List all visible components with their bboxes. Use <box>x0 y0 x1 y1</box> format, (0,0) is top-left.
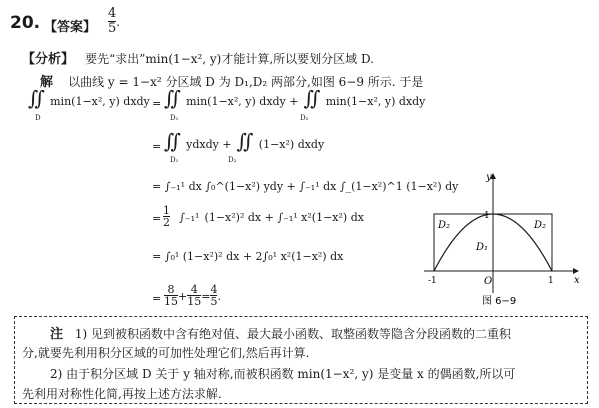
x-tick-neg1: -1 <box>428 276 437 286</box>
answer-numerator: 4 <box>108 6 117 21</box>
note-p2-line2: 先利用对称性化简,再按上述方法求解. <box>22 387 222 401</box>
eq-sign-4: = <box>152 212 162 225</box>
eq-sign-1: = <box>152 97 162 110</box>
plus-sign: + <box>178 290 188 303</box>
note-p1-line2: 分,就要先利用积分区域的可加性处理它们,然后再计算. <box>22 346 310 360</box>
fraction-num: 4 <box>210 283 218 296</box>
region-d2-left-label: D₂ <box>438 220 451 231</box>
x-tick-pos1: 1 <box>548 276 554 286</box>
eq-line-4 <box>163 205 364 228</box>
eq-line-3: = ∫₋₁¹ dx ∫₀^(1−x²) ydy + ∫₋₁¹ dx ∫_(1−x²)^1 (1−x²) dy <box>152 180 459 193</box>
lhs-domain: D <box>35 114 41 122</box>
region-d2-right-label: D₂ <box>534 220 547 231</box>
question-number: 20. <box>10 13 41 33</box>
double-integral-sign: ∬ <box>164 86 182 110</box>
double-integral-sign: ∬ <box>303 86 321 110</box>
line4-rest: (1−x²)² dx + ∫₋₁¹ x²(1−x²) dx <box>204 211 364 224</box>
fraction-den: 15 <box>187 295 202 308</box>
eq-line-1-rhs <box>164 88 425 109</box>
eq-sign-6: = <box>152 292 162 305</box>
note-label: 注 <box>50 327 64 342</box>
sub-d1: D₁ <box>170 114 179 122</box>
half-num: 1 <box>163 204 170 217</box>
y-axis-label: y <box>486 172 492 183</box>
eq-line-6: $\frac{8}{15}$ + $\frac{4}{15}$ = $\frac{4}{5}$ . <box>164 283 221 308</box>
answer-fraction <box>108 7 120 36</box>
half-den: 2 <box>163 216 170 229</box>
note-p2-line1: 2) 由于积分区域 D 关于 y 轴对称,而被积函数 min(1−x², y) 是变量 x 的偶函数,所以可 <box>50 367 516 381</box>
analysis-label: 【分析】 <box>22 52 75 67</box>
answer-denominator: 5 <box>108 21 117 36</box>
eq-line-5: = ∫₀¹ (1−x²)² dx + 2∫₀¹ x²(1−x²) dx <box>152 250 344 263</box>
origin-label: O <box>484 276 493 287</box>
sub-d2: D₂ <box>300 114 309 122</box>
answer-label: 【答案】 <box>44 20 97 35</box>
fraction-den: 5 <box>210 295 218 308</box>
sub-d1-2: D₁ <box>170 156 179 164</box>
fraction-num: 4 <box>190 283 198 296</box>
double-integral-sign: ∬ <box>28 86 46 110</box>
note-p1-text1: 1) 见到被积函数中含有绝对值、最大最小函数、取整函数等隐含分段函数的二重积 <box>74 327 511 341</box>
lhs-integrand: min(1−x², y) dxdy <box>50 95 150 108</box>
analysis-text: 要先“求出”min(1−x², y)才能计算,所以要划分区域 D. <box>85 52 375 66</box>
y-tick-1: 1 <box>484 211 490 221</box>
line2-term-2: (1−x²) dxdy <box>258 138 325 151</box>
region-d1-label: D₁ <box>476 242 489 253</box>
figure-6-9 <box>420 168 590 310</box>
analysis-line <box>22 48 374 67</box>
solution-text: 以曲线 y = 1−x² 分区域 D 为 D₁,D₂ 两部分,如图 6−9 所示. 于是 <box>68 75 424 89</box>
note-p1-line1 <box>50 323 511 342</box>
equals-sign: = <box>201 290 211 303</box>
figure-caption: 图 6−9 <box>482 296 517 307</box>
rhs-term-1: min(1−x², y) dxdy + <box>186 95 299 108</box>
fraction-den: 15 <box>164 295 178 308</box>
line2-term-1: ydxdy + <box>186 138 232 151</box>
double-integral-sign: ∬ <box>236 129 254 153</box>
x-axis-label: x <box>574 275 580 286</box>
eq-line-1 <box>28 88 150 109</box>
eq-line-2 <box>164 131 324 152</box>
rhs-term-2: min(1−x², y) dxdy <box>325 95 426 108</box>
sub-d2-2: D₂ <box>228 156 237 164</box>
integral-sign: ∫₋₁¹ <box>179 211 200 224</box>
solution-label: 解 <box>40 75 54 90</box>
fraction-num: 8 <box>167 283 175 296</box>
answer-period: . <box>116 15 121 29</box>
double-integral-sign: ∬ <box>164 129 182 153</box>
eq-sign-2: = <box>152 140 162 153</box>
